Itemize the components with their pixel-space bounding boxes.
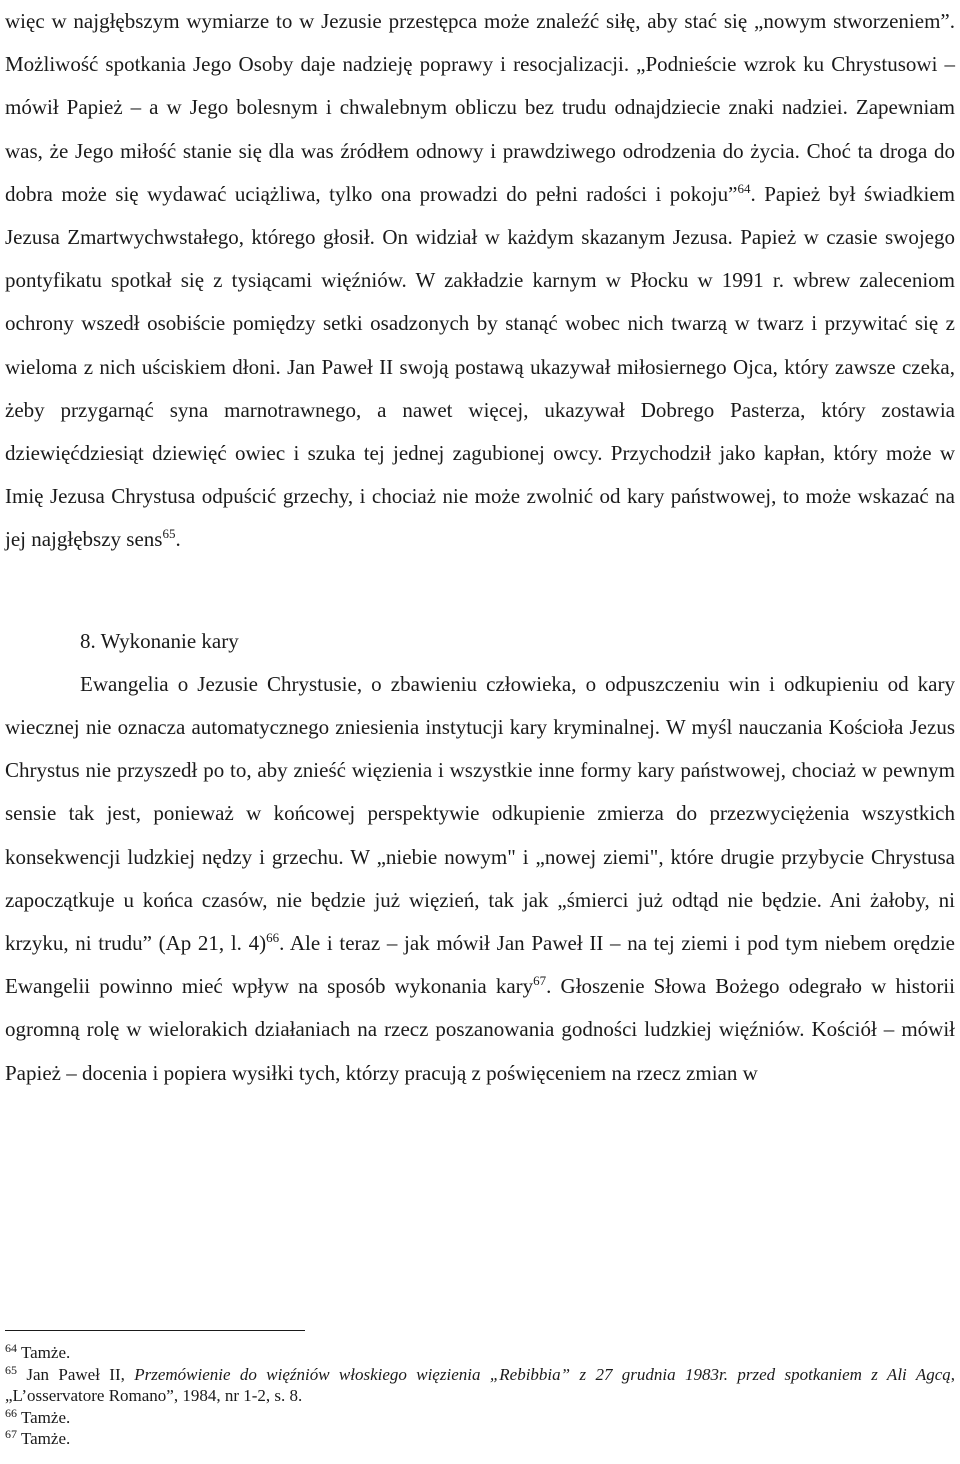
body-paragraph-2 [5, 663, 955, 1095]
footnote-number: 66 [5, 1405, 17, 1420]
footnote-text: Tamże. [17, 1429, 71, 1448]
footnote-ref-66[interactable]: 66 [266, 930, 280, 946]
footnote-64 [5, 1342, 955, 1364]
footnote-66 [5, 1407, 955, 1429]
footnote-ref-64[interactable]: 64 [737, 181, 751, 197]
paragraph-1-text-a: więc w najgłębszym wymiarze to w Jezusie przestępca może znaleźć siłę, aby stać się „nowym stworzeniem”. Możliwość spotkania Jego Osoby daje nadzieję poprawy i resocjalizacji. „Podnieście wzrok ku Chrystusowi – mówił Papież – a w Jego bolesnym i chwalebnym obliczu bez trudu odnajdziecie znaki nadziei. Zapewniam was, że Jego miłość stanie się dla was źródłem odnowy i prawdziwego odrodzenia do życia. Choć ta droga do dobra może się wydawać uciążliwa, tylko ona prowadzi do pełni radości i pokoju” [5, 9, 955, 206]
section-heading: 8. Wykonanie kary [80, 628, 239, 653]
footnote-ref-67[interactable]: 67 [533, 973, 547, 989]
footnote-number: 65 [5, 1362, 17, 1377]
body-paragraph-1 [5, 0, 955, 562]
footnote-number: 64 [5, 1341, 17, 1355]
footnote-65 [5, 1364, 955, 1407]
paragraph-1-text-c: . [175, 527, 181, 552]
footnote-title: Przemówienie do więźniów włoskiego więzienia „Rebibbia” z 27 grudnia 1983r. przed spotkaniem z Ali Agcą [134, 1364, 951, 1384]
footnote-text: Tamże. [17, 1407, 71, 1427]
footnote-67 [5, 1428, 955, 1450]
footnote-number: 67 [5, 1427, 17, 1441]
footnote-text: Tamże. [17, 1343, 71, 1362]
paragraph-1-text-b: . Papież był świadkiem Jezusa Zmartwychwstałego, którego głosił. On widział w każdym skazanym Jezusa. Papież w czasie swojego pontyfikatu spotkał się z tysiącami więźniów. W zakładzie karnym w Płocku w 1991 r. wbrew zaleceniom ochrony wszedł osobiście pomiędzy setki osadzonych by stanąć wobec nich twarzą w twarz i przywitać się z wieloma z nich uściskiem dłoni. Jan Paweł II swoją postawą ukazywał miłosiernego Ojca, który zawsze czeka, żeby przygarnąć syna marnotrawnego, a nawet więcej, ukazywał Dobrego Pasterza, który zostawia dziewięćdziesiąt dziewięć owiec i szuka tej jednej zagubionej owcy. Przychodził jako kapłan, który może w Imię Jezusa Chrystusa odpuścić grzechy, i chociaż nie może zwolnić od kary państwowej, to może wskazać na jej najgłębszy sens [5, 181, 955, 552]
spacer [5, 562, 955, 620]
paragraph-2-text-c: . Głoszenie Słowa Bożego odegrało w historii ogromną rolę w wielorakich działaniach na rzecz poszanowania godności ludzkiej więźniów. Kościół – mówił Papież – docenia i popiera wysiłki tych, którzy pracują z poświęceniem na rzecz zmian w [5, 974, 955, 1085]
document-page [5, 0, 955, 1095]
footnotes [5, 1342, 955, 1450]
footnote-ref-65[interactable]: 65 [162, 526, 176, 542]
footnote-separator [5, 1330, 305, 1331]
footnote-author: Jan Paweł II, [17, 1364, 135, 1384]
footnote-source: , „L’osservatore Romano”, 1984, nr 1-2, s. 8. [5, 1364, 955, 1405]
paragraph-2-text-a: Ewangelia o Jezusie Chrystusie, o zbawieniu człowieka, o odpuszczeniu win i odkupieniu od kary wiecznej nie oznacza automatycznego zniesienia instytucji kary kryminalnej. W myśl nauczania Kościoła Jezus Chrystus nie przyszedł po to, aby znieść więzienia i wszystkie inne formy kary państwowej, chociaż w pewnym sensie tak jest, ponieważ w końcowej perspektywie odkupienie zmierza do przezwyciężenia wszystkich konsekwencji ludzkiej nędzy i grzechu. W „niebie nowym" i „nowej ziemi", które drugie przybycie Chrystusa zapoczątkuje u końca czasów, nie będzie już więzień, tak jak „śmierci już odtąd nie będzie. Ani żałoby, ni krzyku, ni trudu” (Ap 21, l. 4) [5, 671, 955, 956]
paragraph-2-text-b: . Ale i teraz – jak mówił Jan Paweł II – na tej ziemi i pod tym niebem orędzie Ewangelii powinno mieć wpływ na sposób wykonania kary [5, 931, 955, 999]
